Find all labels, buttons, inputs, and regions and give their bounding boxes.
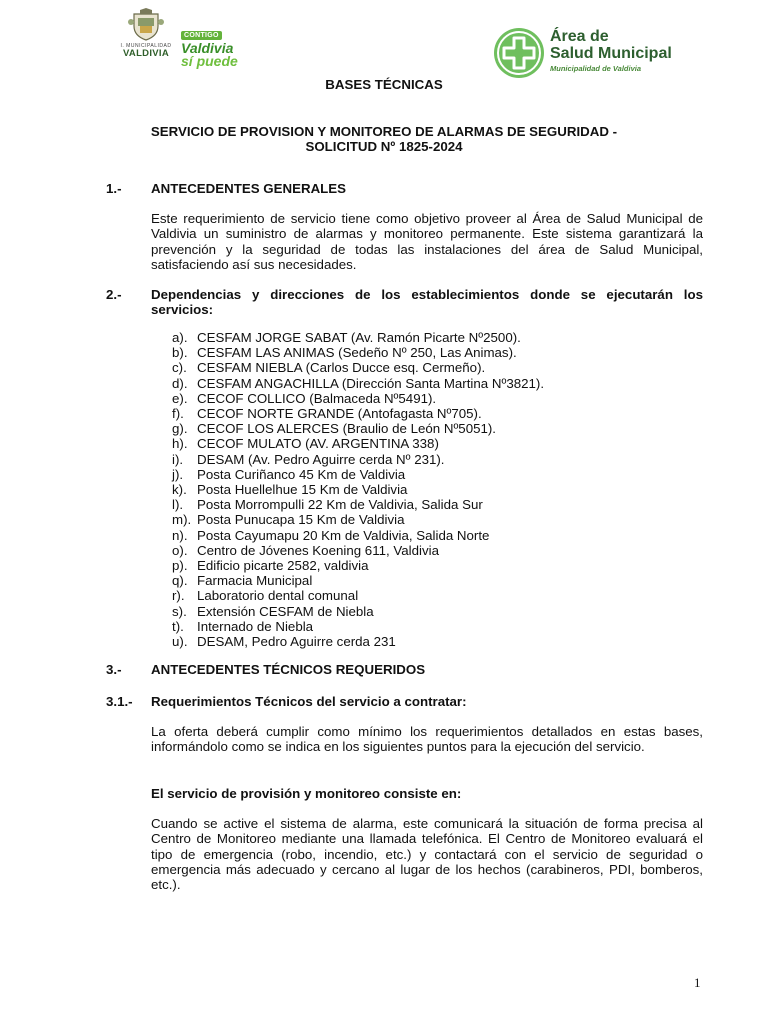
section-1-heading: ANTECEDENTES GENERALES bbox=[151, 181, 347, 196]
list-item bbox=[172, 391, 544, 406]
list-item-letter: q). bbox=[172, 573, 188, 589]
page-number: 1 bbox=[694, 975, 701, 990]
list-item-text: Posta Curiñanco 45 Km de Valdivia bbox=[197, 466, 406, 482]
list-item bbox=[172, 588, 544, 603]
section-2-heading: Dependencias y direcciones de los establecimientos donde se ejecutarán los servicios: bbox=[151, 287, 703, 318]
list-item-text: CECOF COLLICO (Balmaceda Nº5491). bbox=[197, 390, 437, 406]
list-item-text: CECOF LOS ALERCES (Braulio de León Nº5051). bbox=[197, 421, 497, 437]
list-item-letter: c). bbox=[172, 360, 187, 376]
list-item bbox=[172, 604, 544, 619]
list-item-letter: l). bbox=[172, 497, 184, 513]
list-item-text: Posta Morrompulli 22 Km de Valdivia, Salida Sur bbox=[197, 497, 483, 513]
list-item-letter: n). bbox=[172, 527, 188, 543]
establishments-list bbox=[172, 330, 544, 649]
section-1-number: 1.- bbox=[106, 181, 122, 196]
document-title: BASES TÉCNICAS bbox=[325, 77, 443, 92]
list-item-text: Farmacia Municipal bbox=[197, 573, 313, 589]
list-item bbox=[172, 376, 544, 391]
list-item-text: CESFAM ANGACHILLA (Dirección Santa Martina Nº3821). bbox=[197, 375, 545, 391]
list-item bbox=[172, 452, 544, 467]
muni-logo-small-text: I. MUNICIPALIDAD bbox=[120, 43, 172, 49]
list-item-text: Extensión CESFAM de Niebla bbox=[197, 603, 374, 619]
municipalidad-logo bbox=[113, 8, 179, 64]
list-item-text: Internado de Niebla bbox=[197, 618, 314, 634]
list-item bbox=[172, 512, 544, 527]
contigo-badge: CONTIGO bbox=[181, 31, 222, 40]
list-item bbox=[172, 436, 544, 451]
list-item bbox=[172, 528, 544, 543]
service-subheading: El servicio de provisión y monitoreo consiste en: bbox=[151, 786, 462, 801]
service-paragraph: Cuando se active el sistema de alarma, este comunicará la situación de forma precisa al Centro de Monitoreo mediante una llamada telefónica. El Centro de Monitoreo evaluará el tipo de emergencia (robo, incendio, etc.) y contactará con el servicio de seguridad o emergencia más adecuado y cercano al lugar de los hechos (carabineros, PDI, bomberos, etc.). bbox=[151, 816, 703, 893]
salud-logo-line-1: Área de bbox=[550, 28, 609, 45]
contigo-line-1: Valdivia bbox=[181, 40, 234, 56]
document-subtitle-line-1: SERVICIO DE PROVISION Y MONITOREO DE ALARMAS DE SEGURIDAD - bbox=[150, 124, 618, 139]
list-item-text: Posta Huellelhue 15 Km de Valdivia bbox=[197, 482, 408, 498]
list-item-text: Posta Cayumapu 20 Km de Valdivia, Salida Norte bbox=[197, 527, 490, 543]
list-item-letter: r). bbox=[172, 588, 185, 604]
contigo-line-2: sí puede bbox=[181, 53, 238, 69]
list-item-letter: j). bbox=[172, 466, 184, 482]
list-item bbox=[172, 497, 544, 512]
list-item-letter: f). bbox=[172, 406, 184, 422]
list-item-letter: a). bbox=[172, 330, 188, 345]
list-item-letter: p). bbox=[172, 558, 188, 574]
list-item-text: Posta Punucapa 15 Km de Valdivia bbox=[197, 512, 405, 528]
list-item bbox=[172, 543, 544, 558]
list-item-text: Centro de Jóvenes Koening 611, Valdivia bbox=[197, 542, 439, 558]
list-item-letter: u). bbox=[172, 634, 188, 650]
list-item-letter: g). bbox=[172, 421, 188, 437]
list-item-text: CESFAM JORGE SABAT (Av. Ramón Picarte Nº2500). bbox=[197, 330, 521, 345]
health-cross-icon bbox=[492, 26, 546, 80]
list-item bbox=[172, 558, 544, 573]
list-item-letter: o). bbox=[172, 542, 188, 558]
list-item bbox=[172, 619, 544, 634]
list-item-text: DESAM (Av. Pedro Aguirre cerda Nº 231). bbox=[197, 451, 445, 467]
section-3-heading: ANTECEDENTES TÉCNICOS REQUERIDOS bbox=[151, 662, 426, 677]
muni-logo-big-text: VALDIVIA bbox=[122, 48, 170, 59]
list-item bbox=[172, 634, 544, 649]
list-item bbox=[172, 406, 544, 421]
list-item-letter: e). bbox=[172, 390, 188, 406]
section-3-1-number: 3.1.- bbox=[106, 694, 133, 709]
list-item-letter: s). bbox=[172, 603, 187, 619]
section-2-number: 2.- bbox=[106, 287, 122, 302]
list-item bbox=[172, 345, 544, 360]
list-item-text: CESFAM LAS ANIMAS (Sedeño Nº 250, Las Animas). bbox=[197, 345, 517, 361]
list-item-letter: d). bbox=[172, 375, 188, 391]
list-item bbox=[172, 360, 544, 375]
section-3-1-heading: Requerimientos Técnicos del servicio a contratar: bbox=[151, 694, 467, 709]
section-3-number: 3.- bbox=[106, 662, 122, 677]
list-item-letter: m). bbox=[172, 512, 192, 528]
salud-logo-line-2: Salud Municipal bbox=[550, 45, 672, 62]
section-1-paragraph: Este requerimiento de servicio tiene como objetivo proveer al Área de Salud Municipal de Valdivia un suministro de alarmas y monitoreo permanente. Este sistema garantizará la prevención y la seguridad de todas las instalaciones del área de Salud Municipal, satisfaciendo así sus necesidades. bbox=[151, 211, 703, 272]
list-item-text: CESFAM NIEBLA (Carlos Ducce esq. Cermeño). bbox=[197, 360, 486, 376]
list-item-text: CECOF NORTE GRANDE (Antofagasta Nº705). bbox=[197, 406, 482, 422]
contigo-valdivia-logo bbox=[181, 24, 255, 69]
list-item-text: DESAM, Pedro Aguirre cerda 231 bbox=[197, 634, 396, 650]
list-item-text: CECOF MULATO (AV. ARGENTINA 338) bbox=[197, 436, 439, 452]
valdivia-crest-icon bbox=[126, 8, 166, 42]
salud-logo-line-3: Municipalidad de Valdivia bbox=[550, 64, 641, 73]
list-item-letter: t). bbox=[172, 618, 184, 634]
list-item bbox=[172, 467, 544, 482]
document-subtitle-line-2: SOLICITUD Nº 1825-2024 bbox=[305, 139, 463, 154]
list-item bbox=[172, 573, 544, 588]
salud-municipal-logo bbox=[490, 24, 680, 80]
list-item-text: Laboratorio dental comunal bbox=[197, 588, 359, 604]
list-item-letter: b). bbox=[172, 345, 188, 361]
list-item bbox=[172, 421, 544, 436]
list-item-letter: i). bbox=[172, 451, 184, 467]
section-3-1-paragraph: La oferta deberá cumplir como mínimo los requerimientos detallados en estas bases, informándolo como se indica en los siguientes puntos para la ejecución del servicio. bbox=[151, 724, 703, 755]
list-item-letter: k). bbox=[172, 482, 187, 498]
list-item bbox=[172, 330, 544, 345]
list-item-letter: h). bbox=[172, 436, 188, 452]
list-item bbox=[172, 482, 544, 497]
list-item-text: Edificio picarte 2582, valdivia bbox=[197, 558, 369, 574]
